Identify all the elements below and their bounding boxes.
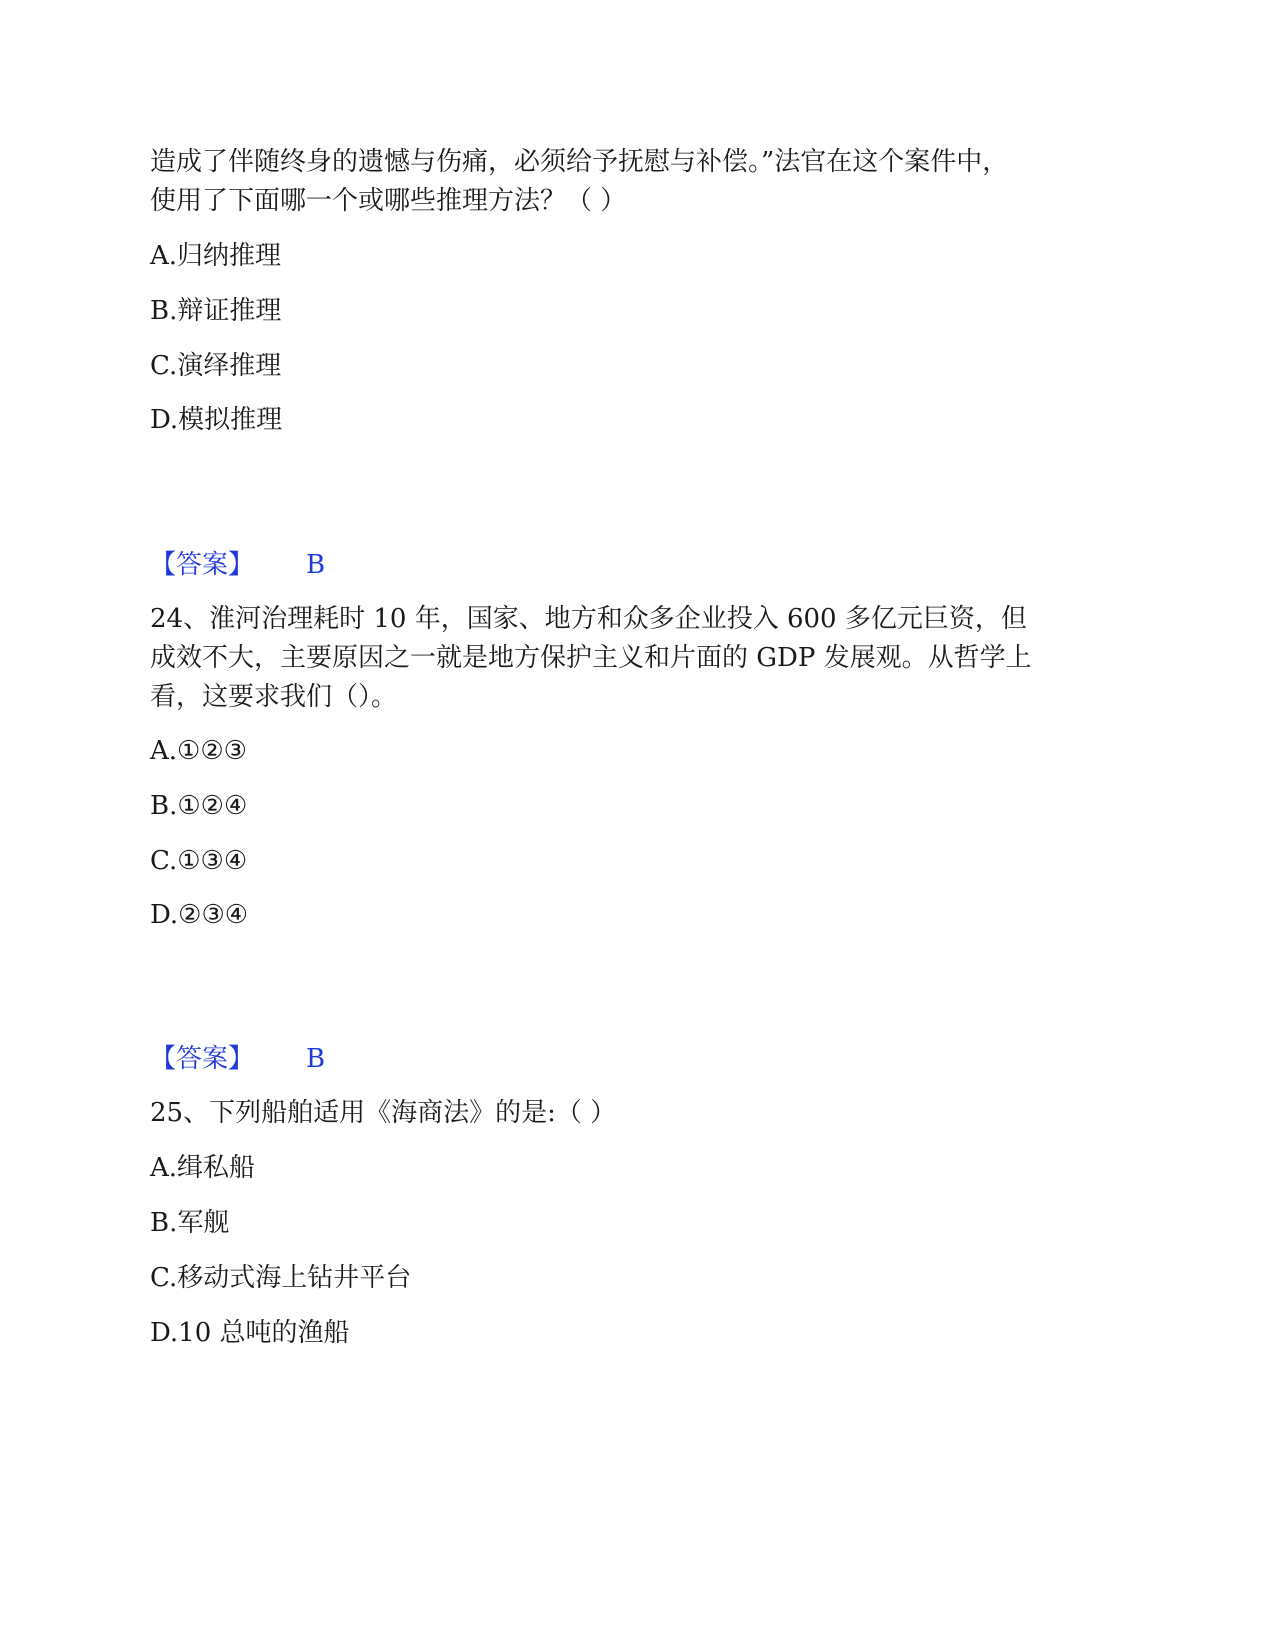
q24-option-c: C.①③④ xyxy=(150,846,248,876)
q25-option-a: A.缉私船 xyxy=(150,1153,256,1183)
answer-value: B xyxy=(306,550,326,580)
q24-option-a: A.①②③ xyxy=(150,736,247,766)
q23-option-b: B.辩证推理 xyxy=(150,296,282,326)
q25-option-b: B.军舰 xyxy=(150,1208,230,1238)
q23-stem-line-2: 使用了下面哪一个或哪些推理方法？（ ） xyxy=(150,186,627,216)
q24-stem-line-3: 看，这要求我们（）。 xyxy=(150,682,398,712)
q24-stem-line-1: 24、淮河治理耗时 10 年，国家、地方和众多企业投入 600 多亿元巨资，但 xyxy=(150,604,1027,634)
answer-label: 【答案】 xyxy=(150,550,255,580)
q25-option-c: C.移动式海上钻井平台 xyxy=(150,1263,412,1293)
q24-answer xyxy=(150,1039,325,1079)
q23-option-c: C.演绎推理 xyxy=(150,351,282,381)
answer-value: B xyxy=(306,1044,326,1074)
q23-answer xyxy=(150,545,325,585)
q23-stem-line-1: 造成了伴随终身的遗憾与伤痛，必须给予抚慰与补偿。”法官在这个案件中， xyxy=(150,147,1009,177)
q25-option-d: D.10 总吨的渔船 xyxy=(150,1318,350,1348)
q24-option-b: B.①②④ xyxy=(150,791,248,821)
q25-stem-line-1: 25、下列船舶适用《海商法》的是:（ ） xyxy=(150,1098,617,1128)
q23-option-d: D.模拟推理 xyxy=(150,405,283,435)
answer-label: 【答案】 xyxy=(150,1044,255,1074)
q24-stem-line-2: 成效不大，主要原因之一就是地方保护主义和片面的 GDP 发展观。从哲学上 xyxy=(150,643,1032,673)
q24-option-d: D.②③④ xyxy=(150,900,249,930)
q23-option-a: A.归纳推理 xyxy=(150,241,282,271)
